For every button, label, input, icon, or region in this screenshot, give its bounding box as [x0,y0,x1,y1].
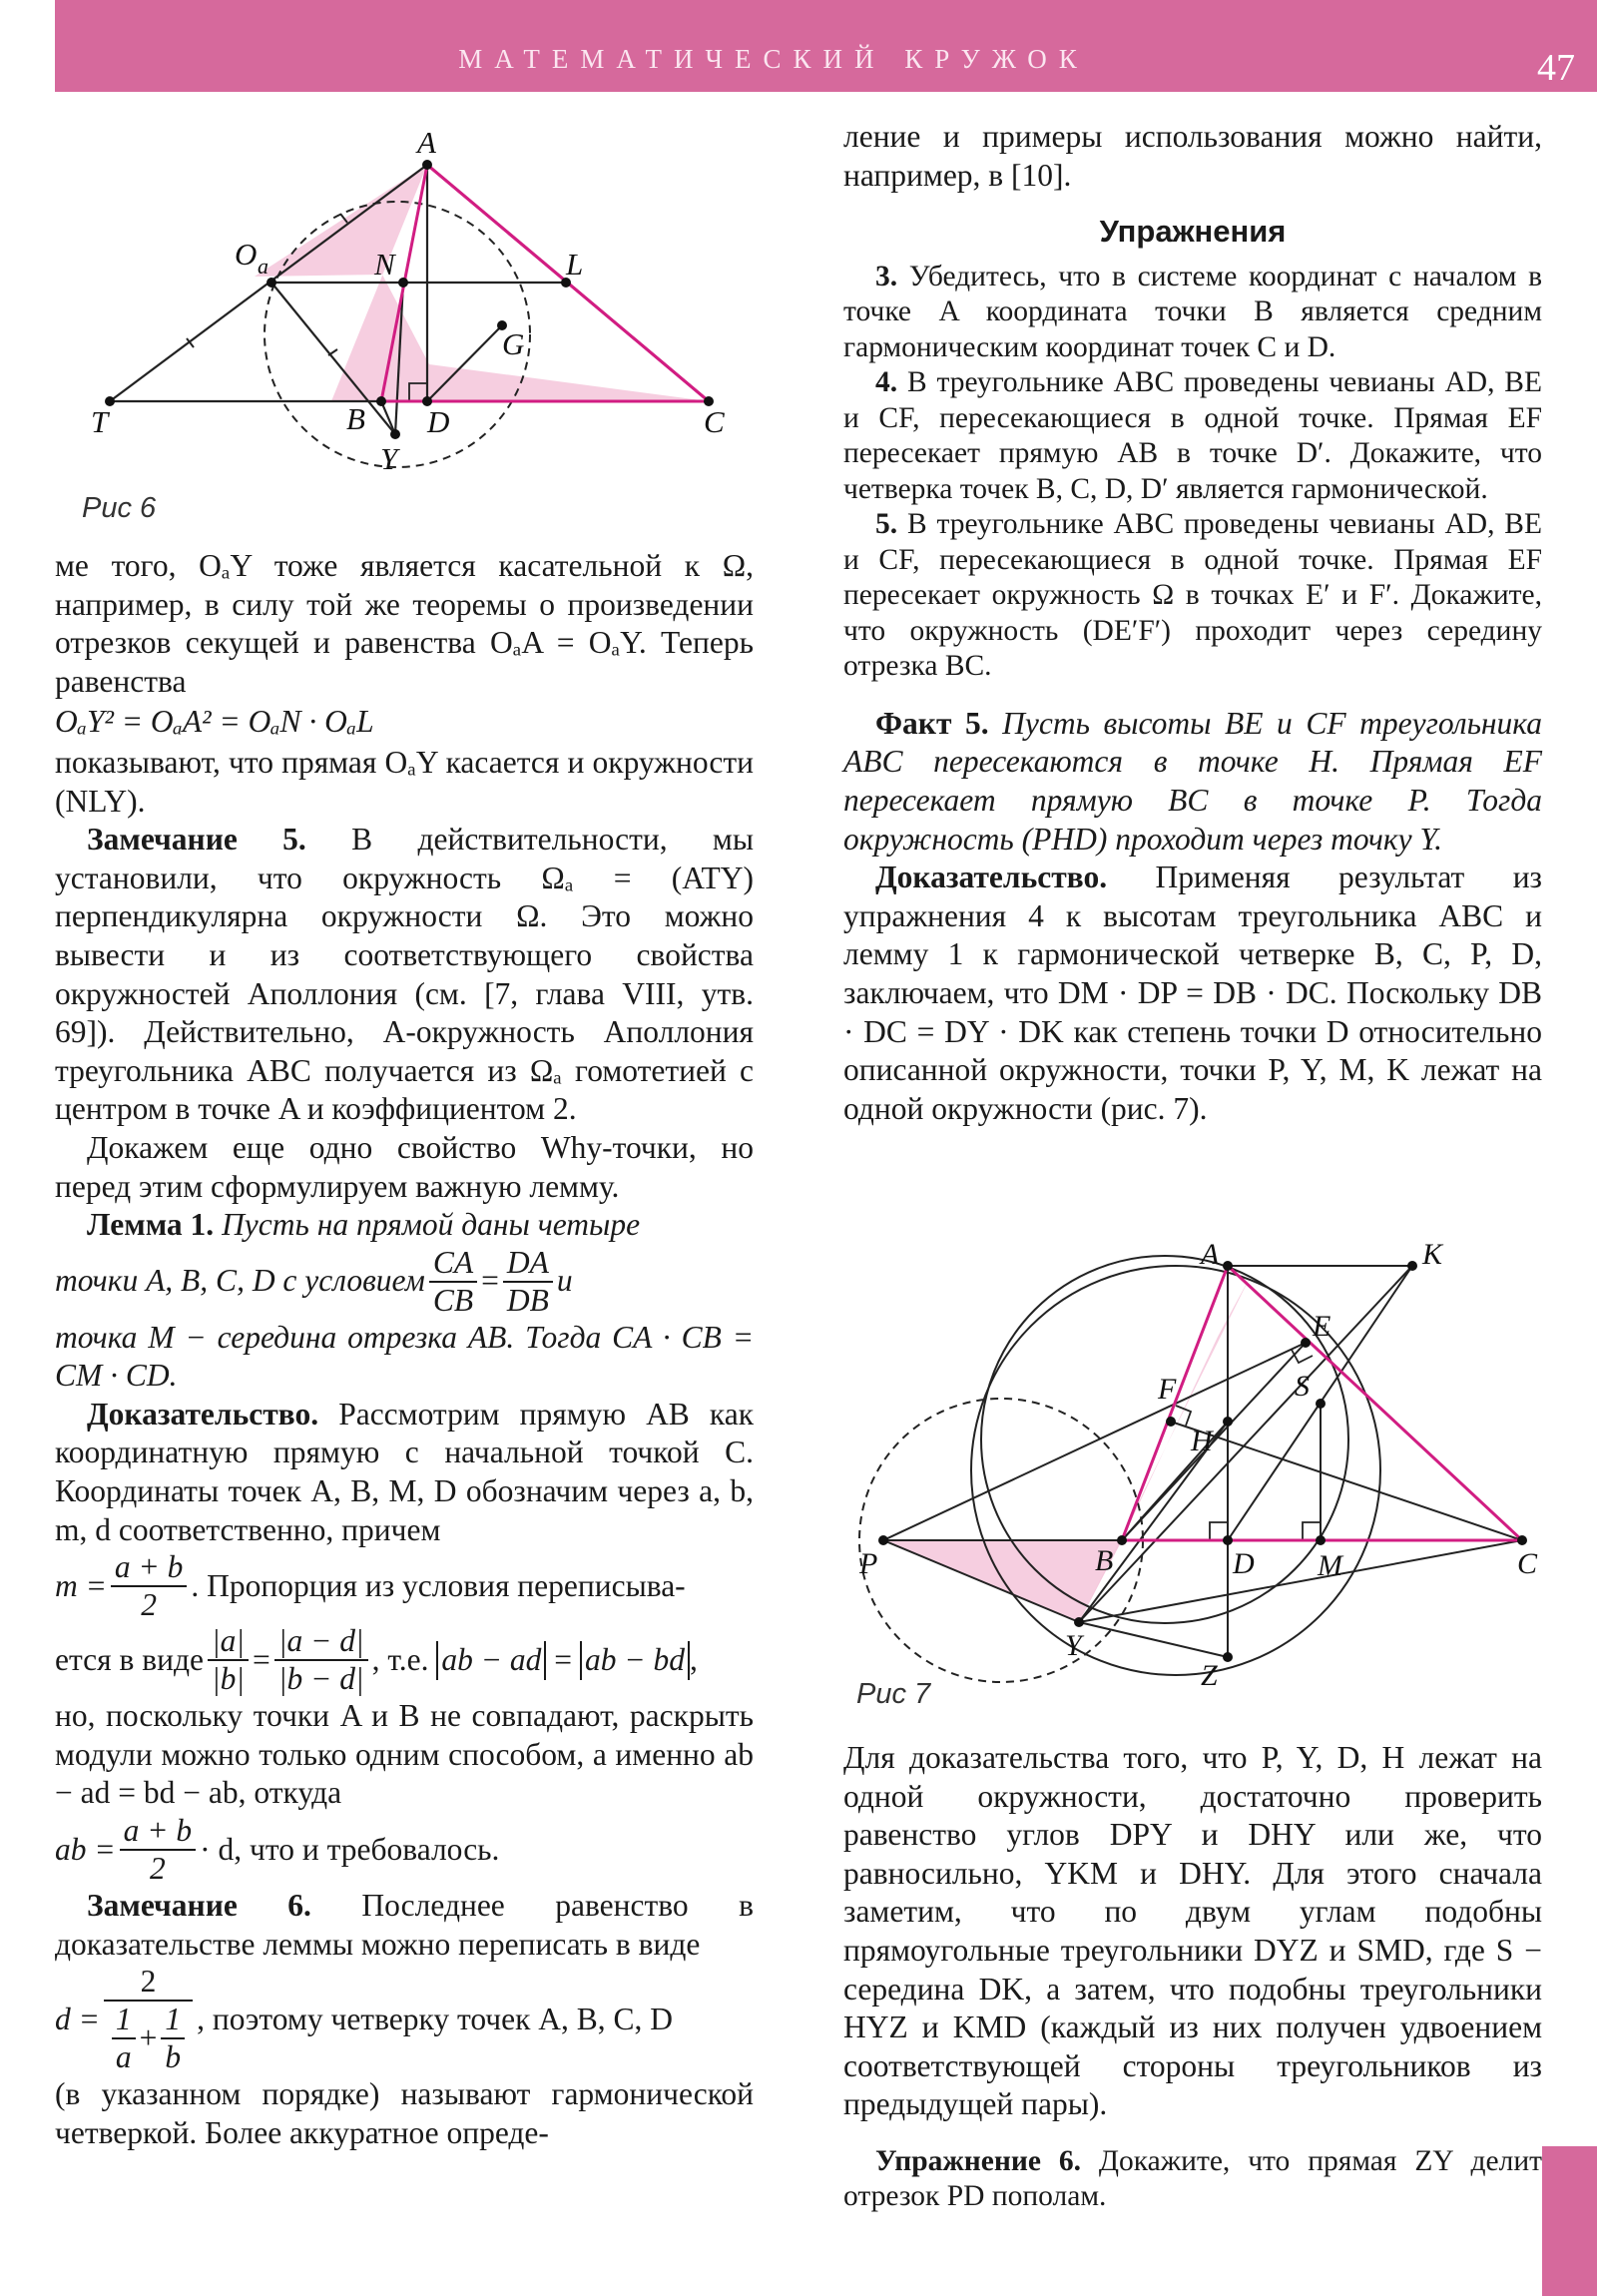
right-text-bottom [843,1739,1542,2215]
fig7-label-F: F [1158,1373,1177,1406]
fig7-point-F [1166,1417,1176,1427]
lemma-label: Лемма 1. [87,1207,215,1243]
paragraph: Докажем еще одно свойство Why-точки, но перед этим сформулируем важную лемму. [55,1129,754,1204]
remark-label: Замечание 6. [87,1888,311,1924]
fig6-point-N [398,278,408,287]
exercises-title: Упражнения [1099,214,1287,250]
figure-7-caption: Рис 7 [856,1678,931,1710]
fig7-point-S [1316,1399,1326,1409]
exercise-number: 4. [875,366,898,399]
exercise-text: Убедитесь, что в системе координат с началом в точке A координата точки B является средним гармоническим координат точек C и D. [843,260,1542,363]
numerator: a + b [120,1813,197,1851]
proof-text: · d, что и требовалось. [200,1831,500,1867]
exercise-label: Упражнение 6. [875,2144,1081,2177]
fraction-ad-bd [274,1623,368,1697]
fig6-label-L: L [566,247,584,282]
numerator: |a| [208,1623,249,1661]
proof-label: Доказательство. [87,1396,319,1432]
fraction-m [111,1549,188,1623]
exercise-number: 3. [875,260,898,292]
fig6-label-G: G [502,326,525,361]
remark-text: Последнее равенство в доказательстве леммы можно переписать в виде [55,1888,755,1962]
lemma-text: точка M − середина отрезка AB. Тогда CA · CB = CM · CD. [55,1319,754,1394]
fig6-line-BY [381,401,395,434]
fig6-label-N: N [374,247,395,282]
exercise-text: В треугольнике ABC проведены чевианы AD, BE и CF, пересекающиеся в одной точке. Прямая EF пересекает окружность Ω в точках E′ и F′. Докажите, что окружность (DE′F′) проходит через середину отрезка BC. [843,508,1543,683]
numerator: 2 [104,1964,193,2002]
exercise-text: В треугольнике ABC проведены чевианы AD, BE и CF, пересекающиеся в одной точке. Прямая EF пересекает прямую AB в точке D′. Докажите, что четверка точек B, C, D, D′ является гармонической. [843,366,1543,505]
fig7-label-P: P [859,1547,878,1580]
denominator: |b − d| [277,1661,364,1697]
fig7-point-C [1517,1535,1527,1545]
fig7-point-M [1316,1535,1326,1545]
fig6-label-Oa-sub: a [258,254,268,279]
equation-tangent: OₐY² = OₐA² = OₐN · OₐL [55,704,374,740]
fig7-label-S: S [1295,1370,1310,1403]
fig6-label-Y: Y [380,441,398,476]
numerator: |a − d| [274,1623,368,1661]
equation-lhs: ab = [55,1831,116,1867]
fraction-a-b [208,1623,249,1697]
fact-label: Факт 5. [875,705,989,741]
paragraph: (в указанном порядке) называют гармонической четверкой. Более аккуратное опреде- [55,2076,754,2150]
fig6-label-Oa: O [235,237,258,272]
denominator: b [165,2039,182,2075]
proof-text: . Пропорция из условия переписыва- [191,1567,686,1603]
fig7-label-C: C [1517,1547,1538,1580]
proof-text: Применяя результат из упражнения 4 к высотам треугольника ABC и лемму 1 к гармонической четверке B, C, P, D, заключаем, что DM · DP = DB · DC. Поскольку DB · DC = DY · DK как степень точки D относительно описанной окружности, точки P, Y, M, K лежат на одной окружности (рис. 7). [843,860,1543,1126]
proof-text: Рассмотрим прямую AB как координатную прямую с начальной точкой C. Координаты точек A, B, M, D обозначим через a, b, m, d соответственно, причем [55,1396,755,1547]
lemma-text: и [556,1263,573,1299]
numerator: a + b [111,1549,188,1587]
denominator: 2 [141,1587,158,1623]
equation-lhs: d = [55,2001,100,2036]
fig7-point-Y [1074,1617,1084,1627]
exercise-number: 5. [875,508,898,541]
corner-tab [1542,2146,1597,2296]
fig6-label-B: B [346,401,365,436]
fig6-label-C: C [704,404,725,439]
fig7-right-angle-F [1176,1406,1191,1426]
fig7-point-H [1223,1417,1233,1427]
running-title: МАТЕМАТИЧЕСКИЙ КРУЖОК [458,44,1089,74]
fig7-label-B: B [1095,1544,1114,1577]
fig7-label-D: D [1233,1547,1255,1580]
exercise-text: Докажите, что прямая ZY делит отрезок PD пополам. [843,2144,1543,2213]
fig7-label-M: M [1318,1549,1342,1582]
fig7-line-YC [1079,1540,1522,1622]
fig7-point-E [1301,1338,1311,1348]
page-header [55,0,1597,92]
paragraph: ме того, OₐY тоже является касательной к Ω, например, в силу той же теоремы о произведении отрезков секущей и равенства OₐA = OₐY. Теперь равенства [55,548,754,699]
lemma-1 [55,1206,754,1245]
fig6-point-A [422,160,432,170]
fig6-point-Oa [266,278,276,287]
fig6-point-B [376,396,386,406]
exercise-3 [843,260,1542,366]
exercise-6 [843,2144,1542,2215]
fig7-line-YZ [1079,1622,1228,1657]
lemma-condition-line [55,1245,754,1319]
paragraph: показывают, что прямая OₐY касается и окружности (NLY). [55,744,754,819]
fig7-label-Y: Y [1065,1629,1082,1662]
fraction-ca-cb [429,1245,477,1319]
lemma-text: Пусть на прямой даны четыре [222,1207,641,1243]
exercise-5 [843,507,1542,685]
remark-text: , поэтому четверку точек A, B, C, D [197,2001,674,2036]
equals-sign: = [481,1263,499,1299]
fig7-point-A [1223,1261,1233,1271]
fact-text: Пусть высоты BE и CF треугольника ABC пересекаются в точке H. Прямая EF пересекает прямую BC в точке P. Тогда окружность (PHD) проходит через точку Y. [843,705,1542,857]
fig7-point-P [878,1535,888,1545]
page-number: 47 [1537,47,1575,89]
fraction-1-a [112,2002,136,2075]
fig6-label-T: T [91,404,109,439]
exercise-4 [843,365,1542,507]
numerator: CA [429,1245,477,1283]
fig7-label-Z: Z [1201,1659,1218,1692]
fig7-point-K [1407,1261,1417,1271]
fact-5 [843,705,1542,859]
proof-fact-5 [843,859,1542,1128]
remark-text: В действительности, мы установили, что окружность Ωₐ = (ATY) перпендикулярна окружности Ω. Это можно вывести и из соответствующего свойства окружностей Аполлония (см. [7, глава VIII, утв. 69]). Действительно, A-окружность Аполлония треугольника ABC получается из Ωₐ гомотетией с центром в точке A и коэффициентом 2. [55,822,755,1127]
fraction-1-b [161,2002,185,2075]
abs-expression: ab − ad [436,1641,546,1680]
remark-5 [55,821,754,1129]
proof-text: ется в виде [55,1641,204,1677]
equation-d [55,1964,754,2075]
fig7-label-H: H [1191,1425,1213,1457]
punctuation: , [689,1641,698,1677]
paragraph: но, поскольку точки A и B не совпадают, раскрыть модули можно только одним способом, а именно ab − ad = bd − ab, откуда [55,1698,754,1811]
figure-6-caption: Рис 6 [82,492,157,524]
fraction-da-db [503,1245,553,1319]
equation-m [55,1549,754,1623]
remark-6 [55,1887,754,1964]
figure-7 [843,1236,1542,1695]
paragraph: Для доказательства того, что P, Y, D, H лежат на одной окружности, достаточно проверить равенство углов DPY и DHY или же, что равносильно, YKM и DHY. Для этого сначала заметим, что по двум углам подобны прямоугольные треугольники DYZ и SMD, где S − середина DK, а затем, что подобны треугольники HYZ и KMD (каждый из них получен удвоением соответствующей стороны треугольников из предыдущей пары). [843,1740,1542,2122]
equals-sign: = [554,1641,573,1677]
remark-label: Замечание 5. [87,822,306,858]
numerator: 1 [161,2002,185,2039]
fig7-right-angle-E [1292,1350,1313,1363]
fig7-label-K: K [1422,1238,1443,1271]
fig6-label-A: A [417,125,436,160]
equals-sign: = [253,1641,270,1677]
denominator: |b| [211,1661,246,1697]
fig7-point-B [1117,1535,1127,1545]
proof-text: , т.е. [371,1641,429,1677]
denominator: CB [432,1282,474,1318]
denominator [104,2002,193,2075]
exercises-list [843,260,1542,685]
fraction-ab [120,1813,197,1887]
denominator: DB [506,1282,549,1318]
proof-lemma-1 [55,1396,754,1549]
fig7-line-PE [883,1343,1306,1540]
fraction-d [104,1964,193,2075]
equation-abs [55,1623,754,1697]
fig7-point-D [1223,1535,1233,1545]
equation-ab [55,1813,754,1887]
lemma-text: точки A, B, C, D с условием [55,1263,425,1299]
numerator: DA [503,1245,553,1283]
fig7-label-E: E [1313,1310,1331,1343]
proof-label: Доказательство. [875,860,1108,895]
fig7-label-A: A [1201,1238,1220,1271]
equation-lhs: m = [55,1567,107,1603]
left-text [55,547,754,2152]
fig7-point-Z [1223,1652,1233,1662]
right-text-top [843,118,1542,1128]
figure-6 [55,110,754,544]
fig6-label-D: D [427,404,450,439]
plus-sign: + [139,2020,158,2056]
denominator: 2 [150,1851,166,1887]
abs-expression: ab − bd [580,1641,690,1680]
fig6-point-Y [390,429,400,439]
numerator: 1 [112,2002,136,2039]
paragraph: ление и примеры использования можно найти, например, в [10]. [843,119,1542,193]
denominator: a [115,2039,132,2075]
